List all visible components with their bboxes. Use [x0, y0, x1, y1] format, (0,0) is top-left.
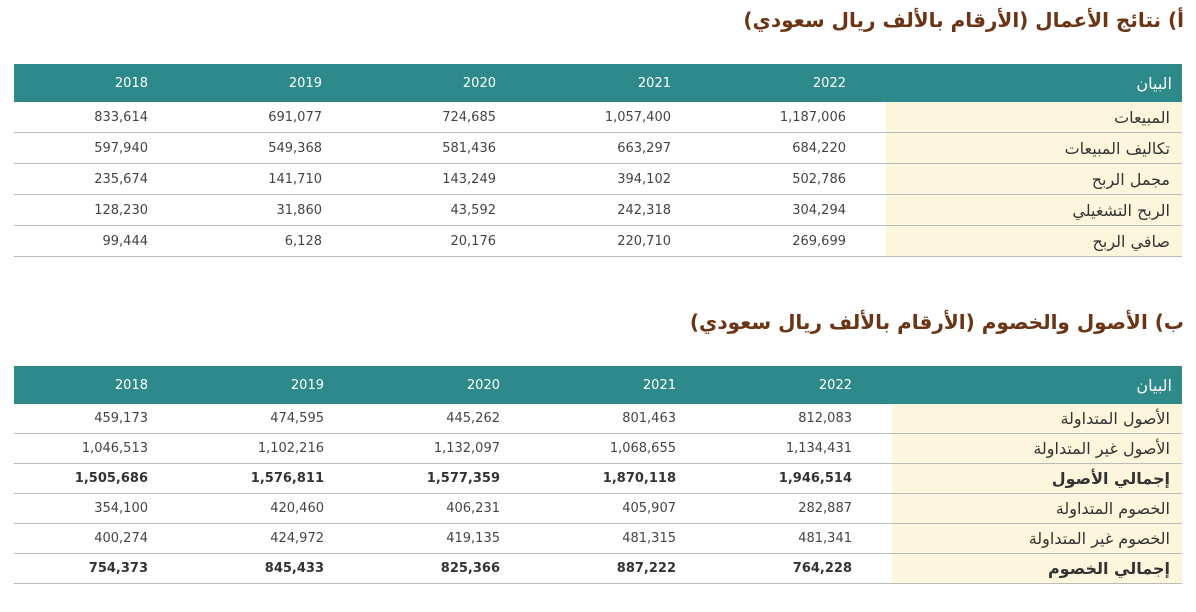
- cell-2019: 6,128: [188, 226, 362, 257]
- cell-2022: 1,134,431: [716, 434, 892, 464]
- cell-2020: 20,176: [362, 226, 536, 257]
- cell-2020: 1,577,359: [364, 464, 540, 494]
- cell-2021: 405,907: [540, 494, 716, 524]
- cell-2020: 419,135: [364, 524, 540, 554]
- cell-2020: 825,366: [364, 554, 540, 584]
- cell-2021: 1,057,400: [536, 102, 711, 133]
- label-column-header: البيان: [886, 64, 1182, 102]
- cell-2021: 481,315: [540, 524, 716, 554]
- table-header-row: [14, 64, 1182, 102]
- year-header-2022: 2022: [711, 64, 886, 102]
- cell-2021: 801,463: [540, 404, 716, 434]
- table-row: [14, 102, 1182, 133]
- cell-2021: 220,710: [536, 226, 711, 257]
- year-header-2022: 2022: [716, 366, 892, 404]
- cell-2020: 1,132,097: [364, 434, 540, 464]
- year-header-2021: 2021: [540, 366, 716, 404]
- cell-2018: 354,100: [14, 494, 188, 524]
- cell-2022: 812,083: [716, 404, 892, 434]
- table-row: [14, 195, 1182, 226]
- table-row: [14, 133, 1182, 164]
- cell-2022: 684,220: [711, 133, 886, 164]
- row-label: المبيعات: [886, 102, 1182, 133]
- row-label: إجمالي الأصول: [892, 464, 1182, 494]
- cell-2018: 597,940: [14, 133, 188, 164]
- row-label: الأصول غير المتداولة: [892, 434, 1182, 464]
- cell-2019: 31,860: [188, 195, 362, 226]
- row-label: الربح التشغيلي: [886, 195, 1182, 226]
- cell-2018: 99,444: [14, 226, 188, 257]
- year-header-2020: 2020: [362, 64, 536, 102]
- cell-2022: 1,946,514: [716, 464, 892, 494]
- label-column-header: البيان: [892, 366, 1182, 404]
- cell-2019: 691,077: [188, 102, 362, 133]
- table-row: [14, 494, 1182, 524]
- cell-2020: 406,231: [364, 494, 540, 524]
- table-row: [14, 434, 1182, 464]
- cell-2021: 242,318: [536, 195, 711, 226]
- total-row: [14, 464, 1182, 494]
- cell-2018: 235,674: [14, 164, 188, 195]
- cell-2022: 282,887: [716, 494, 892, 524]
- cell-2022: 304,294: [711, 195, 886, 226]
- cell-2021: 1,870,118: [540, 464, 716, 494]
- cell-2018: 459,173: [14, 404, 188, 434]
- cell-2020: 724,685: [362, 102, 536, 133]
- cell-2022: 269,699: [711, 226, 886, 257]
- cell-2022: 764,228: [716, 554, 892, 584]
- row-label: الخصوم المتداولة: [892, 494, 1182, 524]
- cell-2018: 1,505,686: [14, 464, 188, 494]
- row-label: تكاليف المبيعات: [886, 133, 1182, 164]
- year-header-2018: 2018: [14, 366, 188, 404]
- cell-2019: 1,102,216: [188, 434, 364, 464]
- cell-2019: 424,972: [188, 524, 364, 554]
- total-row: [14, 554, 1182, 584]
- cell-2020: 143,249: [362, 164, 536, 195]
- cell-2021: 663,297: [536, 133, 711, 164]
- cell-2018: 128,230: [14, 195, 188, 226]
- row-label: مجمل الربح: [886, 164, 1182, 195]
- table-row: [14, 226, 1182, 257]
- cell-2019: 141,710: [188, 164, 362, 195]
- cell-2021: 1,068,655: [540, 434, 716, 464]
- cell-2018: 1,046,513: [14, 434, 188, 464]
- year-header-2018: 2018: [14, 64, 188, 102]
- assets-liabilities-table: [14, 366, 1182, 584]
- cell-2019: 549,368: [188, 133, 362, 164]
- year-header-2021: 2021: [536, 64, 711, 102]
- row-label: إجمالي الخصوم: [892, 554, 1182, 584]
- table-header-row: [14, 366, 1182, 404]
- cell-2020: 445,262: [364, 404, 540, 434]
- cell-2022: 502,786: [711, 164, 886, 195]
- cell-2019: 420,460: [188, 494, 364, 524]
- row-label: صافي الربح: [886, 226, 1182, 257]
- table-row: [14, 404, 1182, 434]
- cell-2018: 833,614: [14, 102, 188, 133]
- cell-2021: 394,102: [536, 164, 711, 195]
- cell-2018: 400,274: [14, 524, 188, 554]
- row-label: الأصول المتداولة: [892, 404, 1182, 434]
- year-header-2019: 2019: [188, 366, 364, 404]
- table-row: [14, 164, 1182, 195]
- cell-2020: 581,436: [362, 133, 536, 164]
- table-row: [14, 524, 1182, 554]
- year-header-2020: 2020: [364, 366, 540, 404]
- row-label: الخصوم غير المتداولة: [892, 524, 1182, 554]
- cell-2021: 887,222: [540, 554, 716, 584]
- year-header-2019: 2019: [188, 64, 362, 102]
- section-a-title: أ) نتائج الأعمال (الأرقام بالألف ريال سعودي): [743, 8, 1184, 32]
- cell-2020: 43,592: [362, 195, 536, 226]
- cell-2022: 481,341: [716, 524, 892, 554]
- cell-2019: 1,576,811: [188, 464, 364, 494]
- operating-results-table: [14, 64, 1182, 257]
- cell-2019: 845,433: [188, 554, 364, 584]
- section-b-title: ب) الأصول والخصوم (الأرقام بالألف ريال سعودي): [689, 310, 1184, 334]
- cell-2022: 1,187,006: [711, 102, 886, 133]
- cell-2018: 754,373: [14, 554, 188, 584]
- cell-2019: 474,595: [188, 404, 364, 434]
